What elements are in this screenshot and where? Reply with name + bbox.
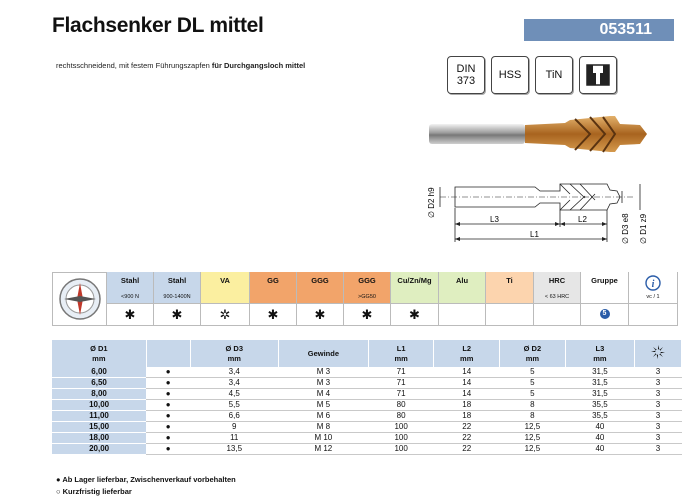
cell: M 12 [278,444,368,455]
cell: 20,00 [52,444,146,455]
cell: 18,00 [52,433,146,444]
col-l1 [368,340,434,367]
dim-d1-label: ∅ D1 z9 [639,213,648,244]
mat-head-ti [486,272,534,304]
mat-mark: ✱ [250,304,297,326]
cell: ● [146,411,190,422]
mat-sub: <900 N [121,294,139,300]
col-unit: mm [593,353,607,363]
table-header-row [52,340,682,367]
mat-head-cu [391,272,439,304]
cell: 5 [500,367,566,378]
footnote-stock: ● Ab Lager lieferbar, Zwischenverkauf vorbehalten [56,475,236,484]
cell: 22 [434,422,500,433]
cell: 22 [434,433,500,444]
info-sub: vc / 1 [646,294,660,300]
mat-sub: < 63 HRC [544,294,570,300]
product-description [56,61,305,70]
chip-material-label: HSS [498,69,522,81]
chip-din [447,56,485,94]
group-cell [581,304,629,326]
cell: 10,00 [52,400,146,411]
dim-d3-label: ∅ D3 e8 [621,213,630,244]
cell: 18 [434,411,500,422]
cell: 100 [368,433,434,444]
mat-label: Stahl [167,276,187,285]
cell: 31,5 [565,389,634,400]
mat-mark: ✱ [344,304,391,326]
mat-head-ggg-2 [344,272,391,304]
mat-mark: ✱ [391,304,439,326]
cell: 31,5 [565,378,634,389]
cell: ● [146,367,190,378]
mat-label: Stahl [120,276,140,285]
cell: 14 [434,367,500,378]
cell: 4,5 [190,389,278,400]
dim-l2-label: L2 [578,215,587,224]
col-label: Ø D3 [225,343,243,353]
cell: 100 [368,422,434,433]
cell: 5 [500,389,566,400]
table-row [52,422,682,433]
col-d2 [500,340,566,367]
col-label: L1 [396,343,406,353]
footnote-short-term: ○ Kurzfristig lieferbar [56,487,132,496]
footnotes [56,474,236,497]
mat-head-ggg-1 [297,272,344,304]
col-label: L3 [595,343,605,353]
cell: 3 [635,400,682,411]
cell: ● [146,433,190,444]
dimension-table [52,340,682,455]
cell: 12,5 [500,422,566,433]
mat-label: Gruppe [591,276,618,285]
cell: 71 [368,378,434,389]
cell: 3 [635,433,682,444]
table-row [52,389,682,400]
cell: 31,5 [565,367,634,378]
cell: M 6 [278,411,368,422]
cell: M 8 [278,422,368,433]
cell: M 10 [278,433,368,444]
col-unit: mm [460,353,474,363]
cell: 22 [434,444,500,455]
article-number-badge: 053511 [524,19,674,41]
svg-text:i: i [651,279,655,290]
mat-label: GGG [358,276,376,285]
mat-head-hrc [534,272,581,304]
table-row [52,444,682,455]
col-label: Ø D1 [90,343,108,353]
cell: ● [146,422,190,433]
flutes-icon [650,344,666,360]
mat-label: Ti [506,276,513,285]
col-unit: mm [525,353,540,363]
cell: 5 [500,378,566,389]
info-cell [629,304,678,326]
table-row [52,378,682,389]
mat-head-va [201,272,250,304]
chip-din-line2: 373 [456,75,476,87]
col-d1 [52,340,146,367]
cell: ● [146,389,190,400]
cell: 71 [368,389,434,400]
mat-label: HRC [548,276,566,285]
dim-l1-label: L1 [530,230,539,239]
cell: 9 [190,422,278,433]
counterbore-icon [585,62,611,88]
mat-mark: ✱ [154,304,201,326]
cell: 71 [368,367,434,378]
cell: 3 [635,411,682,422]
cell: 12,5 [500,433,566,444]
mat-head-stahl-1 [107,272,154,304]
cell: ● [146,444,190,455]
table-row [52,433,682,444]
mat-mark: ✲ [201,304,250,326]
cell: 12,5 [500,444,566,455]
col-unit: mm [92,353,106,363]
mat-mark [534,304,581,326]
cell: 18 [434,400,500,411]
mat-head-alu [439,272,486,304]
cell: 15,00 [52,422,146,433]
col-l2 [434,340,500,367]
cell: M 5 [278,400,368,411]
mat-mark [439,304,486,326]
cell: 8 [500,411,566,422]
col-unit: mm [227,353,241,363]
product-title: Flachsenker DL mittel [52,14,264,37]
cell: 40 [565,433,634,444]
mat-label: Cu/Zn/Mg [397,276,432,285]
table-row [52,411,682,422]
cell: 6,6 [190,411,278,422]
dim-l3-label: L3 [490,215,499,224]
mat-head-stahl-2 [154,272,201,304]
col-d3 [190,340,278,367]
cell: ● [146,400,190,411]
mat-sub: >GG50 [358,294,376,300]
technical-drawing [410,172,670,267]
cell: M 4 [278,389,368,400]
col-l3 [565,340,634,367]
cell: 14 [434,389,500,400]
cell: 8 [500,400,566,411]
cell: 35,5 [565,400,634,411]
chip-din-line1: DIN [456,63,476,75]
col-availability [146,340,190,367]
cell: 13,5 [190,444,278,455]
spec-chips [447,56,617,94]
compass-icon [52,272,107,326]
cell: 5,5 [190,400,278,411]
cell: 80 [368,400,434,411]
cell: 35,5 [565,411,634,422]
cell: M 3 [278,367,368,378]
description-text: rechtsschneidend, mit festem Führungszapfen [56,61,212,70]
table-row [52,367,682,378]
material-table [52,272,682,326]
mat-head-gg [250,272,297,304]
cell: 6,00 [52,367,146,378]
col-label: L2 [462,343,472,353]
chip-coating-label: TiN [545,69,563,81]
cell: 100 [368,444,434,455]
info-icon [645,275,661,291]
cell: 3 [635,422,682,433]
description-bold: für Durchgangsloch mittel [211,61,306,70]
cell: M 3 [278,378,368,389]
col-flutes [635,340,682,367]
mat-head-gruppe [581,272,629,304]
cell: 14 [434,378,500,389]
cell: 11 [190,433,278,444]
group-badge: 5 [600,309,610,319]
mat-mark: ✱ [107,304,154,326]
chip-counterbore [579,56,617,94]
mat-label: GGG [311,276,329,285]
cell: 8,00 [52,389,146,400]
chip-coating [535,56,573,94]
mat-mark: ✱ [297,304,344,326]
dim-d2-label: ∅ D2 h9 [427,187,436,218]
table-row [52,400,682,411]
chip-material [491,56,529,94]
cell: 80 [368,411,434,422]
mat-mark [486,304,534,326]
cell: 6,50 [52,378,146,389]
mat-label: Alu [455,276,469,285]
mat-label: GG [267,276,279,285]
cell: 40 [565,444,634,455]
cell: 40 [565,422,634,433]
mat-sub: 900-1400N [163,294,191,300]
col-unit: mm [394,353,408,363]
col-label: Ø D2 [523,343,542,353]
tool-photo-icon [425,110,657,160]
mat-label: VA [220,276,230,285]
cell: 3 [635,389,682,400]
cell: 3,4 [190,367,278,378]
cell: ● [146,378,190,389]
col-label: Gewinde [307,348,339,358]
cell: 3 [635,444,682,455]
mat-head-info [629,272,678,304]
cell: 3 [635,367,682,378]
cell: 3,4 [190,378,278,389]
col-gewinde [278,340,368,367]
cell: 3 [635,378,682,389]
cell: 11,00 [52,411,146,422]
